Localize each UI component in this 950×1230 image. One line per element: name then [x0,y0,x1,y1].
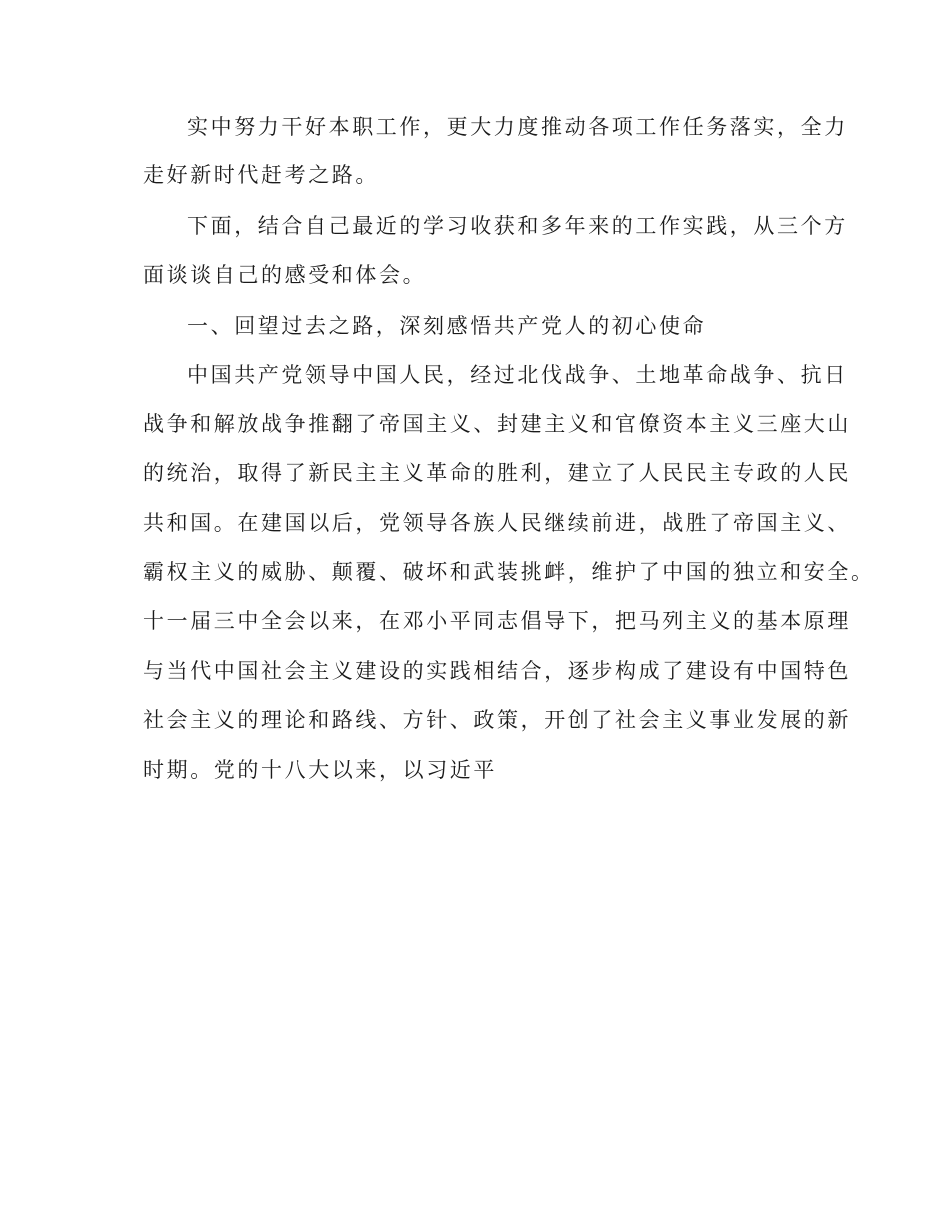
text-line: 霸权主义的威胁、颠覆、破坏和武装挑衅，维护了中国的独立和安全。 [143,560,875,584]
text-line: 下面，结合自己最近的学习收获和多年来的工作实践，从三个方 [187,214,848,238]
text-line: 时期。党的十八大以来，以习近平 [143,758,497,782]
text-line: 十一届三中全会以来，在邓小平同志倡导下，把马列主义的基本原理 [143,609,851,633]
section-heading: 一、回望过去之路，深刻感悟共产党人的初心使命 [187,314,707,338]
text-line: 共和国。在建国以后，党领导各族人民继续前进，战胜了帝国主义、 [143,511,851,535]
text-line: 的统治，取得了新民主主义革命的胜利，建立了人民民主专政的人民 [143,461,851,485]
text-line: 与当代中国社会主义建设的实践相结合，逐步构成了建设有中国特色 [143,659,851,683]
text-line: 实中努力干好本职工作，更大力度推动各项工作任务落实，全力 [187,115,848,139]
text-line: 社会主义的理论和路线、方针、政策，开创了社会主义事业发展的新 [143,708,851,732]
text-line: 中国共产党领导中国人民，经过北伐战争、土地革命战争、抗日 [187,363,848,387]
text-line: 战争和解放战争推翻了帝国主义、封建主义和官僚资本主义三座大山 [143,412,851,436]
text-line: 走好新时代赶考之路。 [143,163,379,187]
text-line: 面谈谈自己的感受和体会。 [143,263,427,287]
